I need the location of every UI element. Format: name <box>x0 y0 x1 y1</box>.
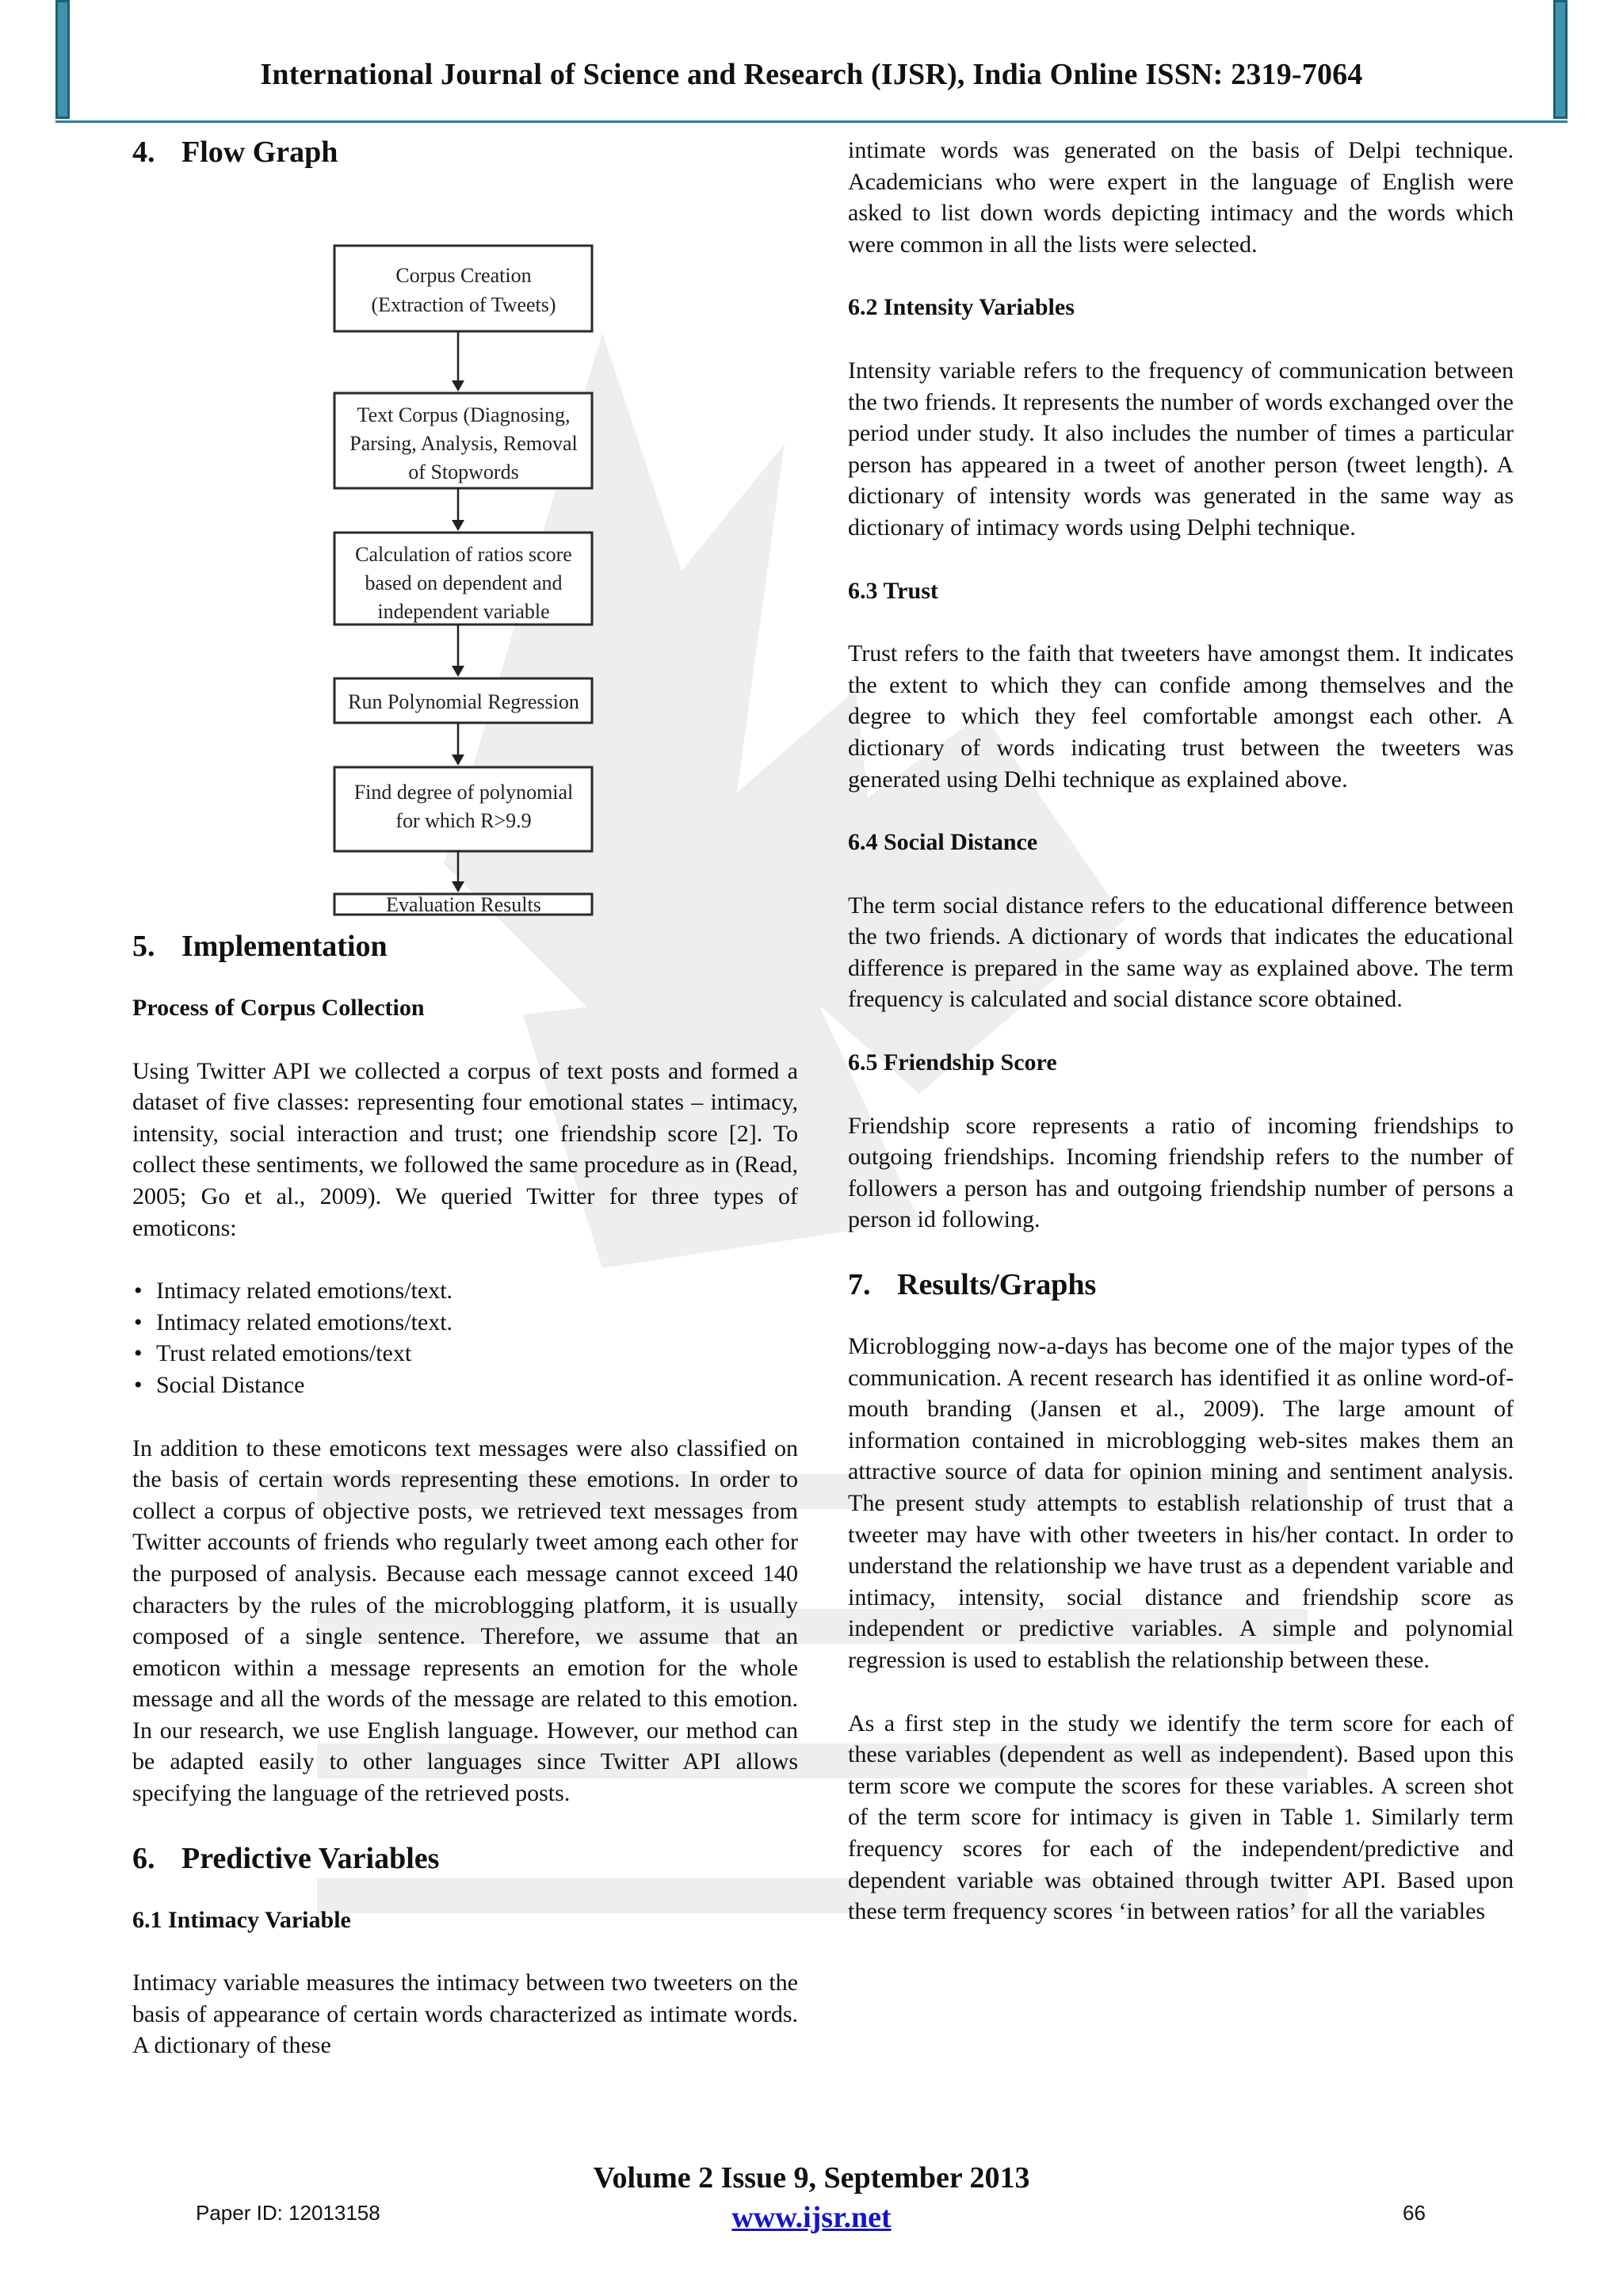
flow-node-text: Calculation of ratios score <box>355 543 572 566</box>
flow-node-text: Find degree of polynomial <box>353 781 574 804</box>
flow-arrow <box>452 723 464 766</box>
flow-node-text: Corpus Creation <box>395 264 532 287</box>
section-7-title: Results/Graphs <box>897 1268 1097 1302</box>
paper-id: Paper ID: 12013158 <box>196 2201 380 2225</box>
flow-node-evaluation <box>334 893 592 916</box>
section-5-subheading: Process of Corpus Collection <box>132 995 425 1021</box>
flow-node-text: Evaluation Results <box>386 893 541 916</box>
section-6-number: 6. <box>132 1841 155 1875</box>
journal-header: International Journal of Science and Research (IJSR), India Online ISSN: 2319-7064 <box>260 58 1363 91</box>
flow-node-text: (Extraction of Tweets) <box>371 293 556 316</box>
list-item: • Intimacy related emotions/text. <box>132 1307 798 1339</box>
footer-url-link[interactable]: www.ijsr.net <box>731 2201 892 2234</box>
right-column <box>848 135 1514 1959</box>
flow-node-text: Text Corpus (Diagnosing, <box>357 403 571 426</box>
section-5-number: 5. <box>132 930 155 963</box>
section-6-1-heading: 6.1 Intimacy Variable <box>132 1906 351 1933</box>
section-6-4-heading: 6.4 Social Distance <box>848 829 1038 856</box>
flow-node-text: based on dependent and <box>365 571 563 594</box>
emoticon-type-list <box>132 1275 798 1400</box>
list-item: • Intimacy related emotions/text. <box>132 1275 798 1307</box>
section-5-paragraph-2: In addition to these emoticons text messages were also classified on the basis of certain words representing these emotions. In order to collect a corpus of objective posts, we retrieved text messages from Twitter accounts of friends who regularly tweet among each other for the purposed of analysis. Because each message cannot exceed 140 characters by the rules of the microblogging platform, it is usually composed of a single sentence. Therefore, we assume that an emoticon within a message represents an emotion for the whole message and all the words of the message are related to this emotion. In our research, we use English language. However, our method can be adapted easily to other languages since Twitter API allows specifying the language of the retrieved posts. <box>132 1435 798 1807</box>
left-column <box>132 135 798 2093</box>
section-7-paragraph-2: As a first step in the study we identify the term score for each of these variables (dependent as well as independent). Based upon this term score we compute the scores for these variables. A screen shot of the term score for intimacy is given in Table 1. Similarly term frequency scores for each of the independent/predictive and dependent variable was obtained through twitter API. Based upon these term frequency scores ‘in between ratios’ for all the variables <box>848 1710 1514 1925</box>
section-4-number: 4. <box>132 136 155 169</box>
section-6-3-heading: 6.3 Trust <box>848 577 938 604</box>
section-6-heading <box>132 1841 798 1876</box>
flow-arrow <box>452 625 464 677</box>
list-item: • Trust related emotions/text <box>132 1338 798 1370</box>
section-6-1-paragraph: Intimacy variable measures the intimacy between two tweeters on the basis of appearance of certain words characterized as intimate words. A dictionary of these <box>132 1969 798 2059</box>
section-7-number: 7. <box>848 1268 871 1302</box>
header-rule <box>55 120 1568 123</box>
flow-arrow <box>452 851 464 892</box>
list-item: • Social Distance <box>132 1370 798 1401</box>
section-6-3-paragraph: Trust refers to the faith that tweeters have amongst them. It indicates the extent to which they can confide among themselves and the degree to which they feel comfortable amongst each other. A dictionary of words indicating trust between the tweeters was generated using Delhi technique as explained above. <box>848 640 1514 793</box>
section-4-heading <box>132 135 798 170</box>
footer-volume: Volume 2 Issue 9, September 2013 <box>593 2161 1030 2195</box>
section-4-title: Flow Graph <box>181 136 338 169</box>
flow-node-calculation <box>334 533 592 625</box>
section-6-title: Predictive Variables <box>181 1841 440 1875</box>
section-5-title: Implementation <box>181 930 388 963</box>
section-6-2-heading: 6.2 Intensity Variables <box>848 294 1075 321</box>
section-5-paragraph-1: Using Twitter API we collected a corpus of text posts and formed a dataset of five classes: representing four emotional states – intimacy, intensity, social interaction and trust; one friendship score [2]. To collect these sentiments, we followed the same procedure as in (Read, 2005; Go et al., 2009). We queried Twitter for three types of emoticons: <box>132 1057 798 1241</box>
section-7-paragraph-1: Microblogging now-a-days has become one of the major types of the communication. A recent research has identified it as online word-of-mouth branding (Jansen et al., 2009). The large amount of information contained in microblogging web-sites makes them an attractive source of data for opinion mining and sentiment analysis. The present study attempts to establish relationship of trust that a tweeter may have with other tweeters in his/her contact. In order to understand the relationship we have trust as a dependent variable and intimacy, intensity, social distance and friendship score as independent or predictive variables. A simple and polynomial regression is used to establish the relationship between these. <box>848 1333 1514 1673</box>
flow-arrow <box>452 488 464 531</box>
section-6-4-paragraph: The term social distance refers to the educational difference between the two friends. A dictionary of words that indicates the educational difference is prepared in the same way as explained above. The term frequency is calculated and social distance score obtained. <box>848 892 1514 1013</box>
flow-node-text: Run Polynomial Regression <box>348 690 579 713</box>
flow-node-run-regression <box>334 678 592 723</box>
flow-node-text-corpus <box>334 393 592 488</box>
flow-node-find-degree <box>334 767 592 851</box>
section-7-heading <box>848 1267 1514 1302</box>
section-5-heading <box>132 929 798 964</box>
flow-node-text: independent variable <box>377 600 550 623</box>
flow-graph-diagram <box>132 198 798 916</box>
section-6-5-paragraph: Friendship score represents a ratio of incoming friendships to outgoing friendships. Incoming friendship refers to the number of followers a person has and outgoing friendship number of persons a person id following. <box>848 1112 1514 1233</box>
section-6-5-heading: 6.5 Friendship Score <box>848 1049 1057 1076</box>
flow-node-text: for which R>9.9 <box>395 809 532 832</box>
page-number: 66 <box>1403 2201 1426 2225</box>
flow-node-corpus-creation <box>334 246 592 331</box>
flow-arrow <box>452 331 464 392</box>
section-6-1-paragraph-continued: intimate words was generated on the basis of Delpi technique. Academicians who were expert in the language of English were asked to list down words depicting intimacy and the words which were common in all the lists were selected. <box>848 137 1514 258</box>
flow-node-text: of Stopwords <box>408 460 519 483</box>
section-6-2-paragraph: Intensity variable refers to the frequency of communication between the two friends. It represents the number of words exchanged over the period under study. It also includes the number of times a particular person has appeared in a tweet of another person (tweet length). A dictionary of intensity words was generated in the same way as dictionary of intimacy words using Delphi technique. <box>848 357 1514 541</box>
flow-node-text: Parsing, Analysis, Removal <box>349 432 578 455</box>
